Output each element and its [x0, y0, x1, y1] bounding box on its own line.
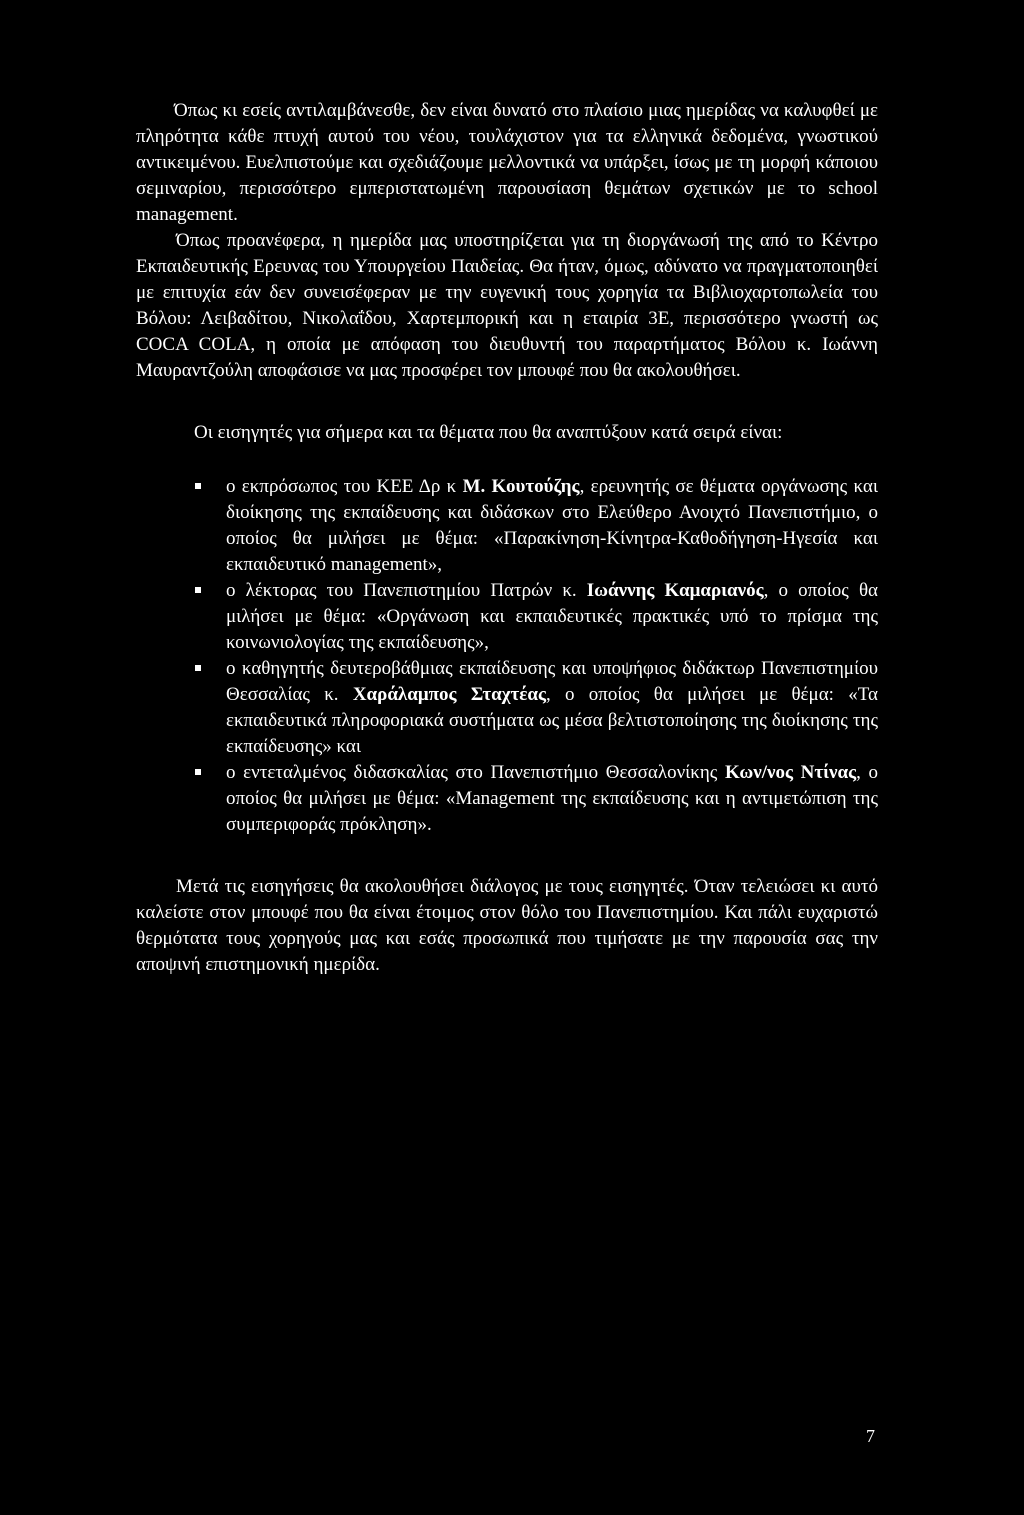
spacer: [136, 384, 878, 420]
speaker-text: , ερευνητής σε θέματα οργάνωσης και διοίκησης της εκπαίδευσης και διδάσκων στο Ελεύθερο Ανοιχτό Πανεπιστήμιο, ο οποίος θα μιλήσει με θέμα: «Παρακίνηση-Κίνητρα-Καθοδήγηση-Ηγεσία και εκπαιδευτικό management»,: [226, 476, 878, 575]
speaker-text: ο καθηγητής δευτεροβάθμιας εκπαίδευσης και υποψήφιος διδάκτωρ Πανεπιστημίου Θεσσαλίας κ.: [226, 658, 878, 705]
sponsors-paragraph: Όπως προανέφερα, η ημερίδα μας υποστηρίζεται για τη διοργάνωσή της από το Κέντρο Εκπαιδευτικής Ερευνας του Υπουργείου Παιδείας. Θα ήταν, όμως, αδύνατο να πραγματοποιηθεί με επιτυχία εάν δεν συνεισέφεραν με την ευγενική τους χορηγία τα Βιβλιοχαρτοπωλεία του Βόλου: Λειβαδίτου, Νικολαΐδου, Χαρτεμπορική και η εταιρία 3Ε, περισσότερο γνωστή ως COCA COLA, η οποία με απόφαση του διευθυντή του παραρτήματος Βόλου κ. Ιωάννη Μαυραντζούλη αποφάσισε να μας προσφέρει τον μπουφέ που θα ακολουθήσει.: [136, 230, 878, 381]
bullet-icon: [195, 587, 201, 593]
bullet-icon: [195, 769, 201, 775]
speaker-name: Κων/νος Ντίνας: [724, 762, 857, 783]
speaker-text: ο λέκτορας του Πανεπιστημίου Πατρών κ.: [226, 580, 587, 601]
spacer: [136, 838, 878, 874]
speaker-name: Χαράλαμπος Σταχτέας: [352, 684, 546, 705]
intro-paragraph: Όπως κι εσείς αντιλαμβάνεσθε, δεν είναι δυνατό στο πλαίσιο μιας ημερίδας να καλυφθεί με πληρότητα κάθε πτυχή αυτού του νέου, τουλάχιστον για τα ελληνικά δεδομένα, γνωστικού αντικειμένου. Ευελπιστούμε και σχεδιάζουμε μελλοντικά να υπάρξει, ίσως με τη μορφή κάποιου σεμιναρίου, περισσότερο εμπεριστατωμένη παρουσίαση θεμάτων σχετικών με το school management.: [136, 100, 878, 225]
speaker-text: , ο οποίος θα μιλήσει με θέμα: «Οργάνωση και εκπαιδευτικές πρακτικές υπό το πρίσμα της κοινωνιολογίας της εκπαίδευσης»,: [226, 580, 878, 653]
speaker-item: [226, 474, 878, 578]
bullet-icon: [195, 665, 201, 671]
speaker-item: [226, 578, 878, 656]
spacer: [136, 446, 878, 474]
speaker-item: [226, 760, 878, 838]
speaker-text: ο εκπρόσωπος του ΚΕΕ Δρ κ: [226, 476, 463, 497]
speaker-text: ο εντεταλμένος διδασκαλίας στο Πανεπιστήμιο Θεσσαλονίκης: [226, 762, 725, 783]
page-number: 7: [866, 1426, 875, 1446]
closing-paragraph: Μετά τις εισηγήσεις θα ακολουθήσει διάλογος με τους εισηγητές. Όταν τελειώσει κι αυτό καλείστε στον μπουφέ που θα είναι έτοιμος στον θόλο του Πανεπιστημίου. Και πάλι ευχαριστώ θερμότατα τους χορηγούς μας και εσάς προσωπικά που τιμήσατε με την παρουσία σας την αποψινή επιστημονική ημερίδα.: [136, 876, 878, 975]
speaker-text: , ο οποίος θα μιλήσει με θέμα: «Τα εκπαιδευτικά πληροφοριακά συστήματα ως μέσα βελτιστοποίησης της διοίκησης της εκπαίδευσης» και: [226, 684, 878, 757]
speaker-item: [226, 656, 878, 760]
speakers-list: [136, 474, 878, 838]
speaker-name: Μ. Κουτούζης: [462, 476, 580, 497]
speakers-intro: Οι εισηγητές για σήμερα και τα θέματα που θα αναπτύξουν κατά σειρά είναι:: [194, 422, 783, 443]
speaker-text: , ο οποίος θα μιλήσει με θέμα: «Management της εκπαίδευσης και η αντιμετώπιση της συμπεριφοράς πρόκληση».: [226, 762, 879, 835]
bullet-icon: [195, 483, 201, 489]
speaker-name: Ιωάννης Καμαριανός: [586, 580, 764, 601]
document-page: [136, 98, 878, 978]
